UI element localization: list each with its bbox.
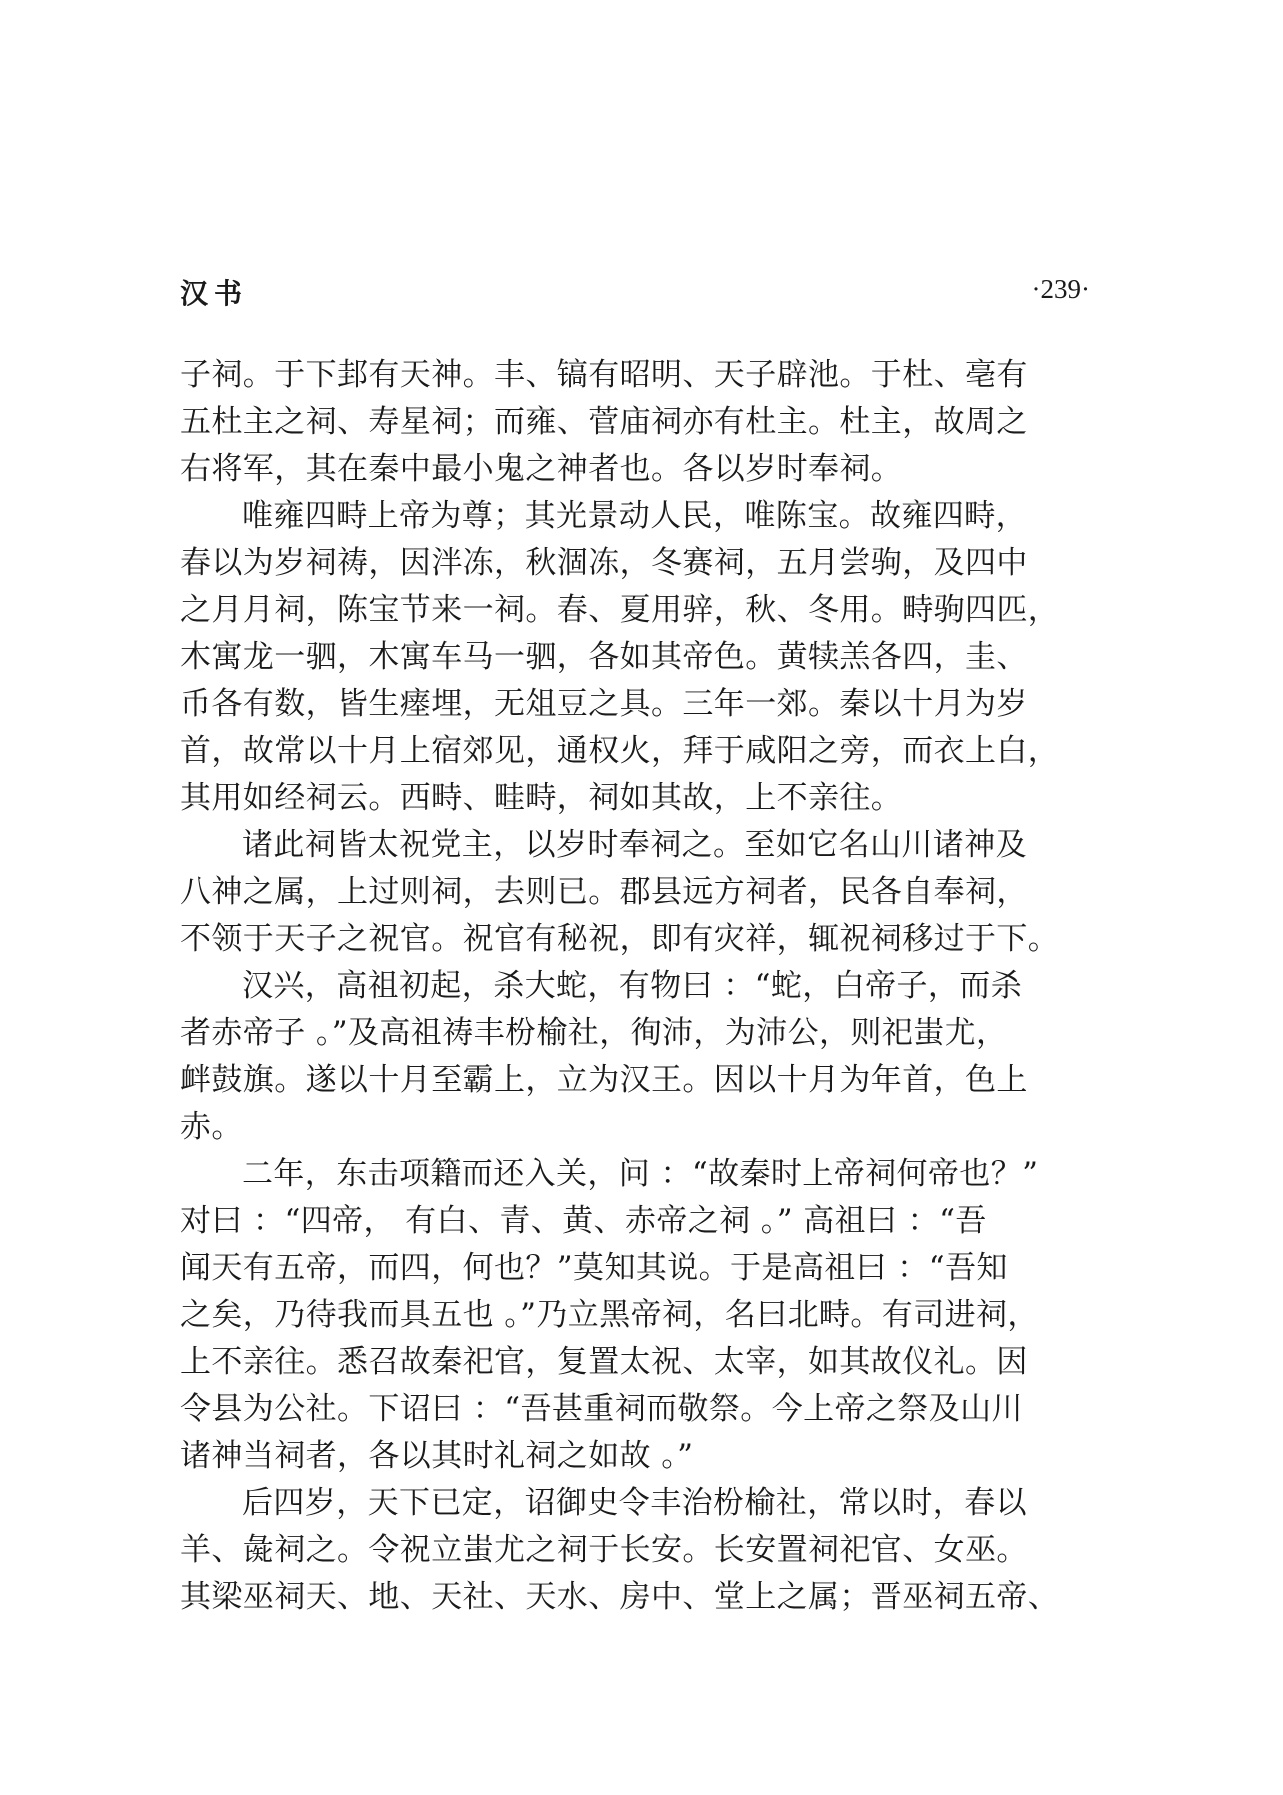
- text-line: 令县为公社。下诏曰 ：“吾甚重祠而敬祭。今上帝之祭及山川: [180, 1391, 1023, 1427]
- text-line: 春以为岁祠祷，因泮冻，秋涸冻，冬赛祠，五月尝驹，及四中: [180, 545, 1028, 581]
- text-line: 羊、彘祠之。令祝立蚩尤之祠于长安。长安置祠祀官、女巫。: [180, 1532, 1028, 1568]
- text-line: 之矣，乃待我而具五也 。”乃立黑帝祠，名曰北畤。有司进祠，: [180, 1297, 1039, 1333]
- body-text: [180, 352, 1100, 1621]
- text-line: 唯雍四畤上帝为尊；其光景动人民，唯陈宝。故雍四畤，: [242, 498, 1027, 534]
- book-title: 汉书: [180, 277, 249, 310]
- text-line: 首，故常以十月上宿郊见，通权火，拜于咸阳之旁，而衣上白，: [180, 733, 1060, 769]
- page-header: [180, 272, 1090, 312]
- text-line: 对曰 ：“四帝， 有白、青、黄、赤帝之祠 。” 高祖曰 ：“吾: [180, 1203, 987, 1239]
- page-number: ·239·: [1031, 274, 1090, 304]
- text-line: 诸此祠皆太祝党主，以岁时奉祠之。至如它名山川诸神及: [242, 827, 1027, 863]
- text-line: 右将军，其在秦中最小鬼之神者也。各以岁时奉祠。: [180, 451, 903, 487]
- text-line: 五杜主之祠、寿星祠；而雍、菅庙祠亦有杜主。杜主，故周之: [180, 404, 1028, 440]
- text-line: 二年，东击项籍而还入关，问 ：“故秦时上帝祠何帝也？”: [242, 1156, 1039, 1192]
- text-line: 其用如经祠云。西畤、畦畤，祠如其故，上不亲往。: [180, 780, 903, 816]
- text-line: 其梁巫祠天、地、天社、天水、房中、堂上之属；晋巫祠五帝、: [180, 1579, 1060, 1615]
- text-line: 之月月祠，陈宝节来一祠。春、夏用骍，秋、冬用。畤驹四匹，: [180, 592, 1060, 628]
- text-line: 衅鼓旗。遂以十月至霸上，立为汉王。因以十月为年首，色上: [180, 1062, 1028, 1098]
- text-line: 诸神当祠者，各以其时礼祠之如故 。”: [180, 1438, 694, 1474]
- text-line: 后四岁，天下已定，诏御史令丰治枌榆社，常以时，春以: [242, 1485, 1027, 1521]
- text-line: 币各有数，皆生瘗埋，无俎豆之具。三年一郊。秦以十月为岁: [180, 686, 1028, 722]
- text-line: 汉兴，高祖初起，杀大蛇，有物曰 ：“蛇，白帝子，而杀: [242, 968, 1023, 1004]
- text-line: 木寓龙一驷，木寓车马一驷，各如其帝色。黄犊羔各四，圭、: [180, 639, 1028, 675]
- text-line: 八神之属，上过则祠，去则已。郡县远方祠者，民各自奉祠，: [180, 874, 1028, 910]
- text-line: 子祠。于下邽有天神。丰、镐有昭明、天子辟池。于杜、亳有: [180, 357, 1028, 393]
- text-line: 不领于天子之祝官。祝官有秘祝，即有灾祥，辄祝祠移过于下。: [180, 921, 1060, 957]
- text-line: 赤。: [180, 1109, 243, 1145]
- text-line: 闻天有五帝，而四，何也？”莫知其说。于是高祖曰 ：“吾知: [180, 1250, 1008, 1286]
- text-line: 者赤帝子 。”及高祖祷丰枌榆社，徇沛，为沛公，则祀蚩尤，: [180, 1015, 1008, 1051]
- text-line: 上不亲往。悉召故秦祀官，复置太祝、太宰，如其故仪礼。因: [180, 1344, 1028, 1380]
